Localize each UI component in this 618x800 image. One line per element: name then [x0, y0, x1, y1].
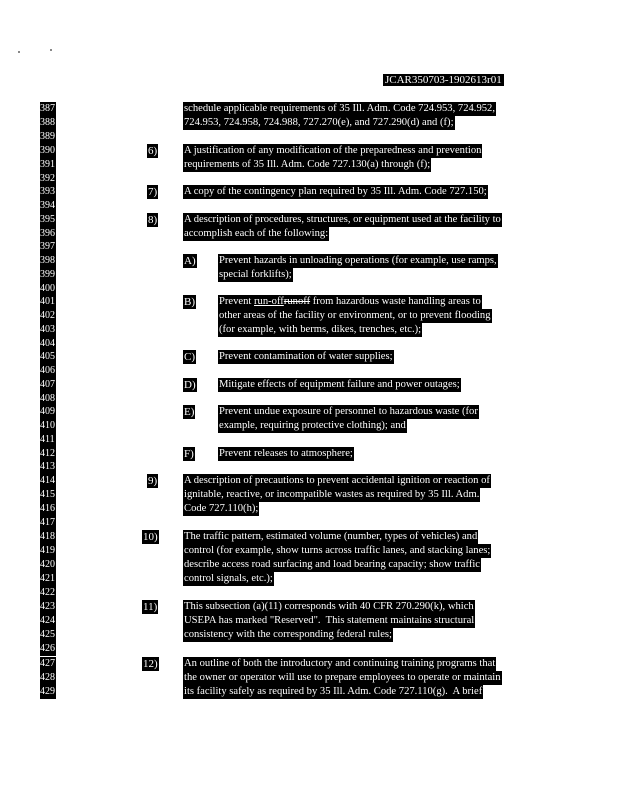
paragraph-line: describe access road surfacing and load bearing capacity; show traffic [184, 559, 481, 570]
scan-speck [50, 49, 52, 51]
line-number: 396 [40, 228, 55, 239]
line-number: 407 [40, 379, 55, 390]
line-number: 388 [40, 117, 55, 128]
paragraph-line: Prevent undue exposure of personnel to hazardous waste (for [219, 406, 478, 417]
line-number: 418 [40, 531, 55, 542]
paragraph-line: its facility safely as required by 35 Ill. Adm. Code 727.110(g). A brief [184, 686, 483, 697]
paragraph-line: A justification of any modification of the preparedness and prevention [184, 145, 482, 156]
line-number: 400 [40, 283, 55, 294]
text-run: Prevent [219, 296, 255, 307]
line-number: 395 [40, 214, 55, 225]
line-number: 420 [40, 559, 55, 570]
line-number: 428 [40, 672, 55, 683]
paragraph-line: This subsection (a)(11) corresponds with 40 CFR 270.290(k), which [184, 601, 474, 612]
line-number: 424 [40, 615, 55, 626]
paragraph-line: control signals, etc.); [184, 573, 273, 584]
line-number: 399 [40, 269, 55, 280]
paragraph-line: Prevent hazards in unloading operations (for example, use ramps, [219, 255, 497, 266]
document-id-header: JCAR350703-1902613r01 [385, 74, 502, 86]
line-number: 422 [40, 587, 55, 598]
paragraph-line: schedule applicable requirements of 35 Ill. Adm. Code 724.953, 724.952, [184, 103, 495, 114]
paragraph-line: A description of precautions to prevent accidental ignition or reaction of [184, 475, 490, 486]
paragraph-line: control (for example, show turns across traffic lanes, and stacking lanes; [184, 545, 491, 556]
paragraph-line: Prevent contamination of water supplies; [219, 351, 393, 362]
line-number: 427 [40, 658, 55, 669]
line-number: 412 [40, 448, 55, 459]
paragraph-line: ignitable, reactive, or incompatible wastes as required by 35 Ill. Adm. [184, 489, 480, 500]
line-number: 423 [40, 601, 55, 612]
paragraph-line: special forklifts); [219, 269, 292, 280]
paragraph-line: Prevent releases to atmosphere; [219, 448, 353, 459]
item-marker: 6) [148, 145, 158, 157]
paragraph-line [218, 295, 482, 309]
item-marker: F) [184, 448, 194, 460]
paragraph-line: 724.953, 724.958, 724.988, 727.270(e), and 727.290(d) and (f); [184, 117, 454, 128]
line-number: 410 [40, 420, 55, 431]
line-number: 394 [40, 200, 55, 211]
paragraph-line: requirements of 35 Ill. Adm. Code 727.130(a) through (f); [184, 159, 431, 170]
item-marker: 11) [143, 601, 158, 613]
line-number: 392 [40, 173, 55, 184]
item-marker: 7) [148, 186, 158, 198]
line-number: 419 [40, 545, 55, 556]
line-number: 397 [40, 241, 55, 252]
line-number: 401 [40, 296, 55, 307]
line-number: 415 [40, 489, 55, 500]
line-number: 411 [40, 434, 55, 445]
line-number: 404 [40, 338, 55, 349]
paragraph-line: The traffic pattern, estimated volume (number, types of vehicles) and [184, 531, 478, 542]
paragraph-line: accomplish each of the following: [184, 228, 329, 239]
item-marker: 8) [148, 214, 158, 226]
paragraph-line: A description of procedures, structures, or equipment used at the facility to [184, 214, 501, 225]
paragraph-line: (for example, with berms, dikes, trenches, etc.); [219, 324, 422, 335]
line-number: 426 [40, 643, 55, 654]
line-number: 416 [40, 503, 55, 514]
line-number: 387 [40, 103, 55, 114]
line-number: 414 [40, 475, 55, 486]
line-number: 421 [40, 573, 55, 584]
line-number: 406 [40, 365, 55, 376]
line-number: 429 [40, 686, 55, 697]
line-number: 425 [40, 629, 55, 640]
line-number: 398 [40, 255, 55, 266]
line-number: 409 [40, 406, 55, 417]
paragraph-line: USEPA has marked "Reserved". This statement maintains structural [184, 615, 475, 626]
paragraph-line: example, requiring protective clothing); and [219, 420, 406, 431]
item-marker: A) [184, 255, 196, 267]
paragraph-line: An outline of both the introductory and continuing training programs that [184, 658, 496, 669]
text-run: from hazardous waste handling areas to [310, 296, 481, 307]
scan-speck [18, 51, 20, 53]
paragraph-line: other areas of the facility or environment, or to prevent flooding [219, 310, 491, 321]
line-number: 413 [40, 461, 55, 472]
line-number: 417 [40, 517, 55, 528]
line-number: 390 [40, 145, 55, 156]
paragraph-line: Code 727.110(h); [184, 503, 259, 514]
paragraph-line: consistency with the corresponding federal rules; [184, 629, 392, 640]
item-marker: B) [184, 296, 195, 308]
line-number: 402 [40, 310, 55, 321]
item-marker: E) [184, 406, 195, 418]
paragraph-line: Mitigate effects of equipment failure and power outages; [219, 379, 460, 390]
line-number: 393 [40, 186, 55, 197]
item-marker: 12) [143, 658, 158, 670]
line-number: 403 [40, 324, 55, 335]
inserted-text: run-off [254, 296, 284, 307]
line-number: 408 [40, 393, 55, 404]
deleted-text: runoff [283, 296, 311, 307]
paragraph-line: the owner or operator will use to prepare employees to operate or maintain [184, 672, 501, 683]
line-number: 389 [40, 131, 55, 142]
paragraph-line: A copy of the contingency plan required by 35 Ill. Adm. Code 727.150; [184, 186, 487, 197]
item-marker: C) [184, 351, 195, 363]
line-number: 391 [40, 159, 55, 170]
item-marker: 10) [143, 531, 158, 543]
line-number: 405 [40, 351, 55, 362]
item-marker: 9) [148, 475, 158, 487]
item-marker: D) [184, 379, 196, 391]
